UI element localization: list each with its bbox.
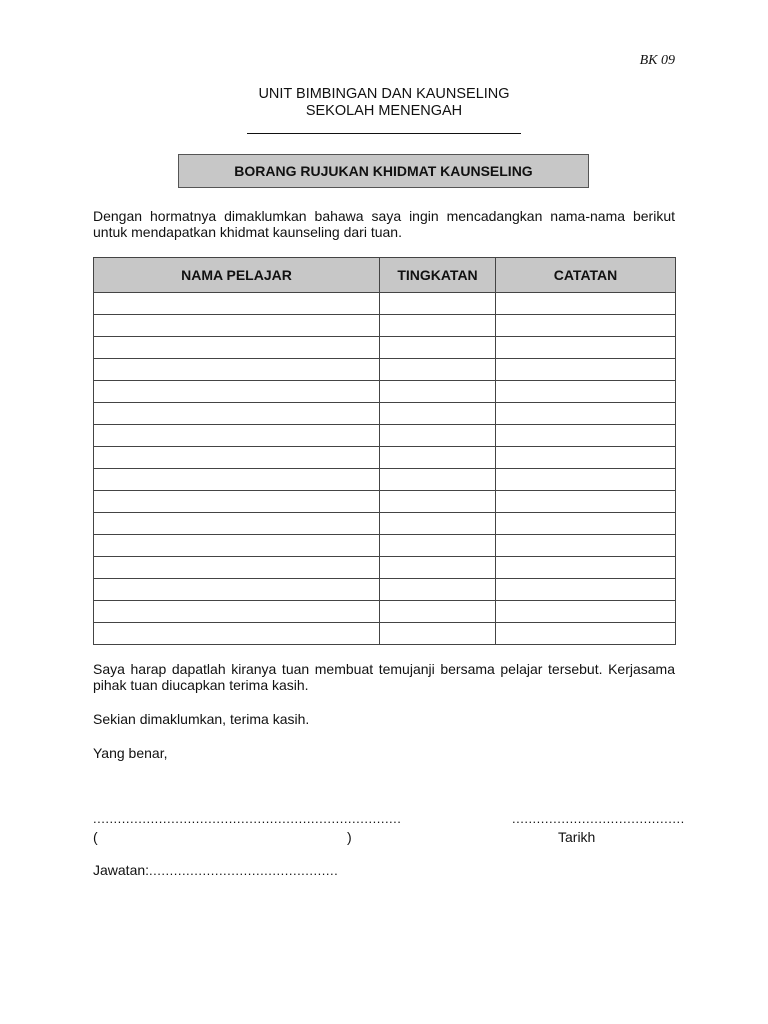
- notes-cell[interactable]: [496, 513, 676, 535]
- position-line[interactable]: ..............................................: [149, 863, 339, 878]
- thanks-line: Sekian dimaklumkan, terima kasih.: [93, 711, 310, 727]
- notes-cell[interactable]: [496, 359, 676, 381]
- name-cell[interactable]: [94, 513, 380, 535]
- student-referral-table: [93, 257, 676, 645]
- table-row: [94, 491, 676, 513]
- name-cell[interactable]: [94, 535, 380, 557]
- table-header-row: [94, 258, 676, 293]
- form-title: BORANG RUJUKAN KHIDMAT KAUNSELING: [234, 163, 533, 179]
- notes-cell[interactable]: [496, 315, 676, 337]
- notes-cell[interactable]: [496, 557, 676, 579]
- column-header-name: NAMA PELAJAR: [94, 258, 380, 293]
- notes-cell[interactable]: [496, 381, 676, 403]
- notes-cell[interactable]: [496, 623, 676, 645]
- table-row: [94, 579, 676, 601]
- name-cell[interactable]: [94, 557, 380, 579]
- name-cell[interactable]: [94, 359, 380, 381]
- position-field[interactable]: [93, 862, 338, 878]
- form-cell[interactable]: [380, 425, 496, 447]
- table-row: [94, 403, 676, 425]
- name-cell[interactable]: [94, 403, 380, 425]
- notes-cell[interactable]: [496, 293, 676, 315]
- name-cell[interactable]: [94, 447, 380, 469]
- name-open-paren: (: [93, 829, 98, 845]
- name-cell[interactable]: [94, 425, 380, 447]
- table-row: [94, 425, 676, 447]
- form-cell[interactable]: [380, 403, 496, 425]
- school-name-line: [247, 133, 521, 134]
- form-cell[interactable]: [380, 579, 496, 601]
- table-row: [94, 337, 676, 359]
- name-cell[interactable]: [94, 623, 380, 645]
- table-row: [94, 601, 676, 623]
- name-cell[interactable]: [94, 315, 380, 337]
- notes-cell[interactable]: [496, 601, 676, 623]
- position-label: Jawatan:: [93, 862, 150, 878]
- form-cell[interactable]: [380, 557, 496, 579]
- notes-cell[interactable]: [496, 469, 676, 491]
- form-cell[interactable]: [380, 293, 496, 315]
- name-cell[interactable]: [94, 381, 380, 403]
- name-cell[interactable]: [94, 293, 380, 315]
- table-row: [94, 381, 676, 403]
- notes-cell[interactable]: [496, 337, 676, 359]
- date-label: Tarikh: [558, 829, 596, 845]
- form-cell[interactable]: [380, 535, 496, 557]
- column-header-form: TINGKATAN: [380, 258, 496, 293]
- date-line[interactable]: ..........................................: [512, 811, 685, 826]
- request-paragraph: Saya harap dapatlah kiranya tuan membuat temujanji bersama pelajar tersebut. Kerjasama pihak tuan diucapkan terima kasih.: [93, 661, 675, 693]
- notes-cell[interactable]: [496, 403, 676, 425]
- document-heading: [0, 86, 768, 134]
- form-title-box: [178, 154, 589, 188]
- form-cell[interactable]: [380, 513, 496, 535]
- form-cell[interactable]: [380, 447, 496, 469]
- sign-off: Yang benar,: [93, 745, 168, 761]
- notes-cell[interactable]: [496, 447, 676, 469]
- name-cell[interactable]: [94, 579, 380, 601]
- table-row: [94, 359, 676, 381]
- table-body: [94, 293, 676, 645]
- form-cell[interactable]: [380, 601, 496, 623]
- name-cell[interactable]: [94, 491, 380, 513]
- unit-name: UNIT BIMBINGAN DAN KAUNSELING: [258, 86, 510, 102]
- name-cell[interactable]: [94, 337, 380, 359]
- form-cell[interactable]: [380, 623, 496, 645]
- form-code: BK 09: [639, 53, 675, 68]
- name-cell[interactable]: [94, 469, 380, 491]
- form-cell[interactable]: [380, 381, 496, 403]
- table-row: [94, 513, 676, 535]
- form-cell[interactable]: [380, 315, 496, 337]
- school-name: SEKOLAH MENENGAH: [305, 103, 463, 119]
- notes-cell[interactable]: [496, 579, 676, 601]
- form-cell[interactable]: [380, 469, 496, 491]
- table-row: [94, 293, 676, 315]
- column-header-notes: CATATAN: [496, 258, 676, 293]
- notes-cell[interactable]: [496, 425, 676, 447]
- table-row: [94, 557, 676, 579]
- table-row: [94, 469, 676, 491]
- signature-line[interactable]: ...........................................................................: [93, 811, 402, 826]
- name-close-paren: ): [347, 829, 352, 845]
- notes-cell[interactable]: [496, 535, 676, 557]
- form-cell[interactable]: [380, 491, 496, 513]
- intro-paragraph: Dengan hormatnya dimaklumkan bahawa saya ingin mencadangkan nama-nama berikut untuk mendapatkan khidmat kaunseling dari tuan.: [93, 208, 675, 240]
- form-cell[interactable]: [380, 337, 496, 359]
- name-cell[interactable]: [94, 601, 380, 623]
- form-cell[interactable]: [380, 359, 496, 381]
- table-row: [94, 315, 676, 337]
- notes-cell[interactable]: [496, 491, 676, 513]
- table-row: [94, 447, 676, 469]
- table-row: [94, 623, 676, 645]
- table-row: [94, 535, 676, 557]
